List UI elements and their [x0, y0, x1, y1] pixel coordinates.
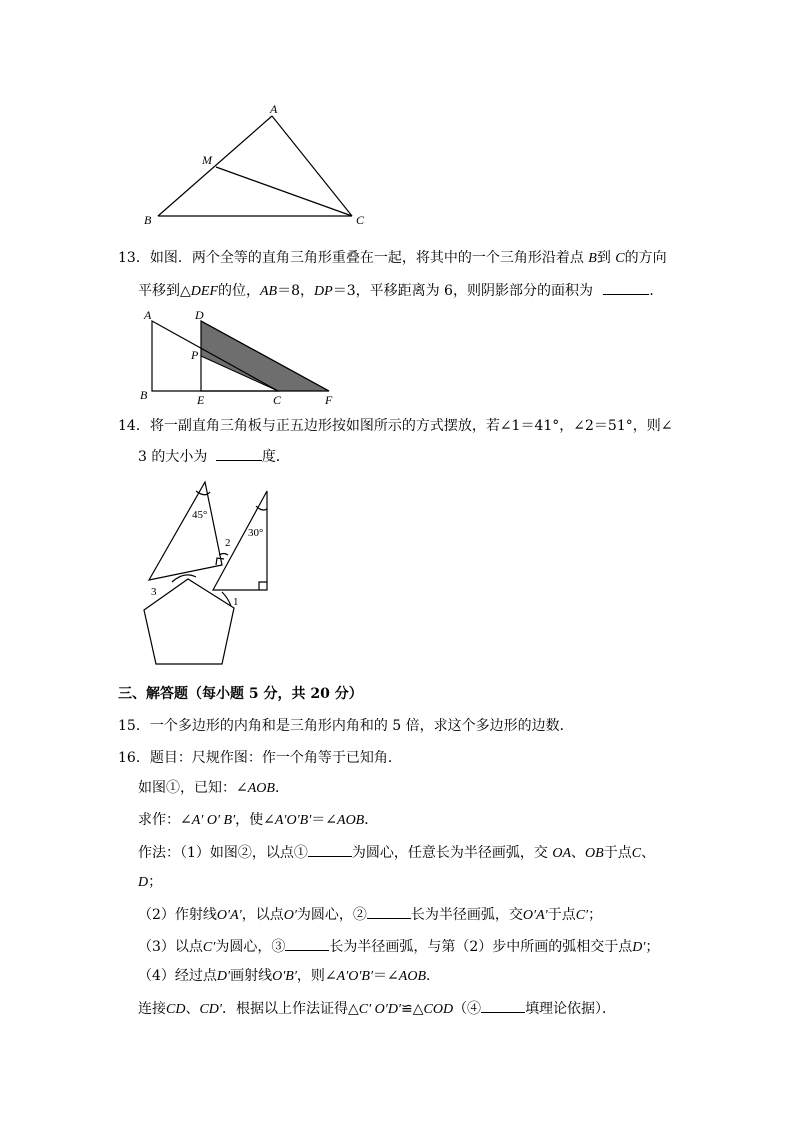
edge-ab — [158, 116, 272, 216]
q16-title: 16．题目：尺规作图：作一个角等于已知角． — [118, 750, 402, 766]
segment-mc — [216, 167, 352, 216]
label-1: 1 — [233, 596, 239, 608]
q16-conclusion: 连接CD、CD′．根据以上作法证得△C′ O′D′≌△COD（④ 填理论依据）． — [138, 998, 616, 1020]
q16-blank-3[interactable] — [285, 936, 329, 951]
label-d: D — [195, 308, 204, 322]
label-45: 45° — [192, 509, 208, 521]
q14-number: 14． — [118, 418, 150, 434]
q16-blank-2[interactable] — [367, 904, 411, 919]
label-c: C — [273, 393, 282, 407]
q16-blank-4[interactable] — [481, 998, 525, 1013]
label-a: A — [144, 308, 152, 322]
q15-number: 15． — [118, 718, 150, 734]
q14-line2: 3 的大小为 度． — [138, 446, 290, 467]
q16-given: 如图①，已知：∠AOB． — [138, 780, 289, 796]
arc-angle-2 — [219, 554, 228, 556]
label-c: C — [356, 213, 365, 227]
q14-answer-blank[interactable] — [216, 446, 262, 461]
q14-line1: 14．将一副直角三角板与正五边形按如图所示的方式摆放，若∠1＝41°，∠2＝51°，则∠ — [118, 418, 673, 434]
label-30: 30° — [248, 527, 264, 539]
q16-step-3: （3）以点C′为圆心，③ 长为半径画弧，与第（2）步中所画的弧相交于点D′； — [138, 936, 659, 958]
q16-method-1-cont: D； — [138, 874, 163, 890]
label-f: F — [325, 393, 333, 407]
right-angle-mark-2 — [259, 582, 267, 590]
arc-30 — [256, 506, 267, 510]
q13-line2: 平移到△DEF的位，AB＝8，DP＝3，平移距离为 6，则阴影部分的面积为 ． — [138, 280, 663, 302]
q16-step-2: （2）作射线O′A′，以点O′为圆心，② 长为半径画弧，交O′A′于点C′； — [138, 904, 602, 926]
pentagon — [144, 579, 234, 664]
figure-translated-triangles — [135, 305, 350, 410]
q15: 15．一个多边形的内角和是三角形内角和的 5 倍，求这个多边形的边数． — [118, 718, 574, 734]
q13-answer-blank[interactable] — [603, 280, 649, 295]
q16-number: 16． — [118, 750, 150, 766]
label-b: B — [144, 213, 152, 227]
label-b: B — [140, 388, 148, 402]
set-square-45 — [149, 482, 222, 580]
label-e: E — [197, 393, 205, 407]
figure-set-squares-pentagon — [138, 478, 273, 670]
q16-method-1: 作法：（1）如图②，以点① 为圆心，任意长为半径画弧，交 OA、OB于点C、 — [138, 842, 655, 864]
label-m: M — [202, 153, 212, 167]
arc-angle-3 — [172, 575, 196, 582]
set-square-30 — [213, 491, 267, 590]
label-2: 2 — [225, 537, 231, 549]
figure-triangle-amc — [140, 100, 380, 230]
label-p: P — [191, 348, 199, 362]
q13-number: 13． — [118, 250, 150, 266]
q16-blank-1[interactable] — [308, 842, 352, 857]
label-a: A — [270, 102, 278, 116]
q13-line1: 13．如图．两个全等的直角三角形重叠在一起，将其中的一个三角形沿着点 B到 C的方向 — [118, 250, 667, 266]
label-3: 3 — [151, 586, 157, 598]
q16-required: 求作：∠A′ O′ B′，使∠A′O′B′＝∠AOB． — [138, 812, 379, 828]
section-3-heading: 三、解答题（每小题 5 分，共 20 分） — [118, 686, 363, 702]
right-angle-mark-1 — [216, 558, 224, 565]
q16-step-4: （4）经过点D′画射线O′B′，则∠A′O′B′＝∠AOB． — [138, 968, 440, 984]
